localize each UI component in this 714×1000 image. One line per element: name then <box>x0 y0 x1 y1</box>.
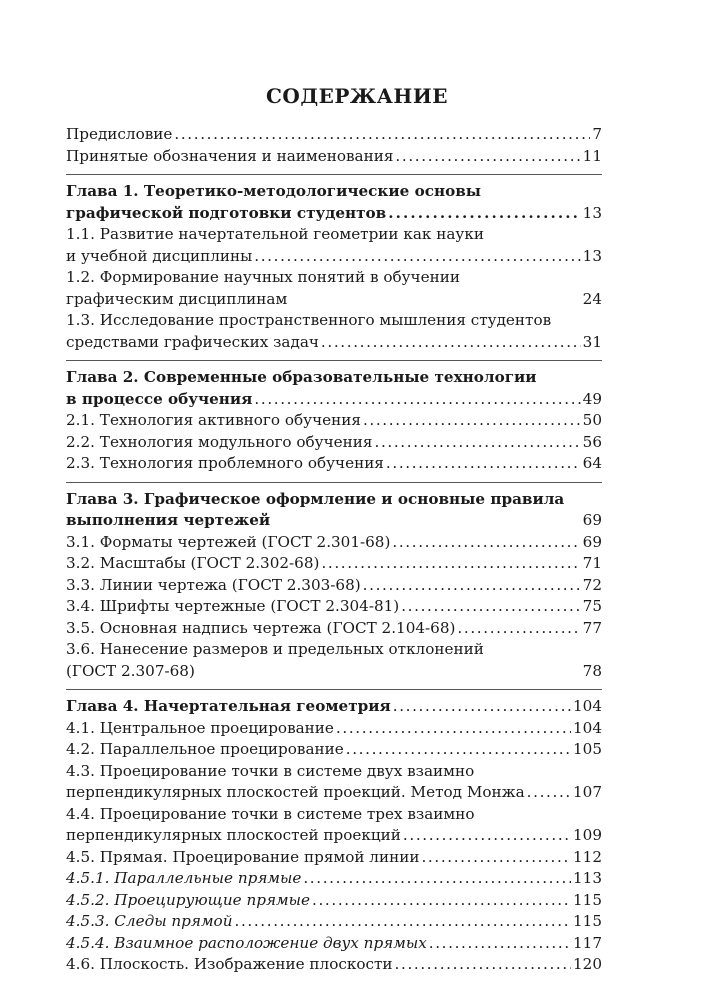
toc-entry-1-3[interactable] <box>66 310 602 332</box>
dot-leader <box>395 146 580 168</box>
dot-leader <box>321 553 580 575</box>
entry-title: 3.5. Основная надпись чертежа (ГОСТ 2.104-68) <box>66 618 456 637</box>
entry-title: перпендикулярных плоскостей проекций. Метод Монжа <box>66 783 525 801</box>
dot-leader <box>403 825 571 847</box>
divider <box>66 360 602 361</box>
chapter-4-heading[interactable] <box>66 696 602 718</box>
entry-title: (ГОСТ 2.307-68) <box>66 661 195 680</box>
toc-entry-2-3[interactable] <box>66 453 602 475</box>
dot-leader <box>388 203 580 225</box>
entry-page: 113 <box>573 869 602 887</box>
toc-entry-1-2[interactable] <box>66 267 602 289</box>
toc-entry-4-5-3[interactable] <box>66 911 602 933</box>
entry-title: 3.4. Шрифты чертежные (ГОСТ 2.304-81) <box>66 597 400 615</box>
toc-entry-4-5[interactable] <box>66 847 602 869</box>
dot-leader <box>321 332 581 354</box>
dot-leader <box>336 718 571 740</box>
chapter-title-line: Глава 1. Теоретико-методологические основы <box>66 182 481 200</box>
divider <box>66 174 602 175</box>
chapter-3-heading[interactable] <box>66 489 602 511</box>
entry-title: 2.1. Технология активного обучения <box>66 411 361 429</box>
entry-page: 72 <box>582 575 602 594</box>
toc-entry-4-6[interactable] <box>66 954 602 976</box>
entry-title: 4.4. Проецирование точки в системе трех взаимно <box>66 804 475 823</box>
chapter-title-line: Глава 4. Начертательная геометрия <box>66 697 391 715</box>
entry-title: 4.5.1. Параллельные прямые <box>66 869 302 887</box>
entry-page: 50 <box>582 411 602 429</box>
entry-title: 4.1. Центральное проецирование <box>66 718 334 737</box>
entry-page: 31 <box>582 332 602 351</box>
toc-entry-4-2[interactable] <box>66 739 602 761</box>
dot-leader <box>457 618 580 640</box>
entry-title: средствами графических задач <box>66 332 319 351</box>
chapter-2-heading-cont[interactable] <box>66 389 602 411</box>
toc-entry-4-3-cont[interactable] <box>66 782 602 804</box>
toc-entry-4-5-4[interactable] <box>66 933 602 955</box>
entry-page: 115 <box>573 912 602 930</box>
toc-entry-3-1[interactable] <box>66 532 602 554</box>
dot-leader <box>363 575 581 597</box>
entry-page: 7 <box>592 125 602 143</box>
toc-entry-3-2[interactable] <box>66 553 602 575</box>
dot-leader <box>254 246 580 268</box>
entry-title: 4.2. Параллельное проецирование <box>66 740 344 758</box>
entry-title: графическим дисциплинам <box>66 289 288 308</box>
toc-entry-1-2-cont[interactable] <box>66 289 602 311</box>
entry-page: 69 <box>582 511 602 529</box>
dot-leader <box>429 933 571 955</box>
dot-leader <box>392 532 580 554</box>
toc-entry-3-4[interactable] <box>66 596 602 618</box>
dot-leader <box>234 911 571 933</box>
entry-page: 13 <box>582 203 602 222</box>
entry-page: 104 <box>573 697 602 715</box>
chapter-3-heading-cont[interactable] <box>66 510 602 532</box>
divider <box>66 689 602 690</box>
table-of-contents <box>66 124 602 976</box>
entry-page: 13 <box>582 246 602 265</box>
entry-title: 2.2. Технология модульного обучения <box>66 432 373 451</box>
entry-title: 1.1. Развитие начертательной геометрии как науки <box>66 225 484 243</box>
chapter-title-line: Глава 3. Графическое оформление и основные правила <box>66 489 565 508</box>
toc-entry-4-5-1[interactable] <box>66 868 602 890</box>
toc-entry-3-6[interactable] <box>66 639 602 661</box>
entry-title: Предисловие <box>66 125 173 143</box>
entry-title: 3.6. Нанесение размеров и предельных отклонений <box>66 640 484 658</box>
entry-page: 112 <box>573 847 602 866</box>
chapter-2-heading[interactable] <box>66 367 602 389</box>
dot-leader <box>363 410 581 432</box>
dot-leader <box>174 124 590 146</box>
dot-leader <box>254 389 580 411</box>
dot-leader <box>393 696 571 718</box>
entry-page: 75 <box>582 597 602 615</box>
chapter-1-heading-cont[interactable] <box>66 203 602 225</box>
entry-title: 2.3. Технология проблемного обучения <box>66 454 384 472</box>
entry-page: 117 <box>573 933 602 952</box>
entry-title: 3.2. Масштабы (ГОСТ 2.302-68) <box>66 554 320 572</box>
entry-page: 11 <box>582 146 602 165</box>
toc-entry-notation[interactable] <box>66 146 602 168</box>
toc-entry-3-6-cont[interactable] <box>66 661 602 683</box>
toc-entry-4-1[interactable] <box>66 718 602 740</box>
entry-title: 4.5.3. Следы прямой <box>66 912 233 930</box>
entry-title: 4.5. Прямая. Проецирование прямой линии <box>66 847 420 866</box>
entry-title: Принятые обозначения и наименования <box>66 146 394 165</box>
toc-entry-4-4-cont[interactable] <box>66 825 602 847</box>
entry-page: 120 <box>573 955 602 973</box>
dot-leader <box>401 596 580 618</box>
dot-leader <box>312 890 571 912</box>
entry-page: 104 <box>573 718 602 737</box>
dot-leader <box>527 782 571 804</box>
toc-entry-preface[interactable] <box>66 124 602 146</box>
entry-page: 78 <box>582 661 602 680</box>
dot-leader <box>346 739 571 761</box>
toc-entry-3-3[interactable] <box>66 575 602 597</box>
entry-page: 69 <box>582 532 602 551</box>
toc-entry-1-1-cont[interactable] <box>66 246 602 268</box>
entry-page: 64 <box>582 454 602 472</box>
entry-page: 56 <box>582 432 602 451</box>
entry-page: 49 <box>582 389 602 408</box>
entry-title: 4.5.2. Проецирующие прямые <box>66 890 310 909</box>
toc-entry-2-1[interactable] <box>66 410 602 432</box>
entry-title: 3.1. Форматы чертежей (ГОСТ 2.301-68) <box>66 532 391 551</box>
entry-title: 3.3. Линии чертежа (ГОСТ 2.303-68) <box>66 575 361 594</box>
dot-leader <box>386 453 581 475</box>
chapter-title-line: выполнения чертежей <box>66 511 271 529</box>
toc-entry-3-5[interactable] <box>66 618 602 640</box>
chapter-1-heading[interactable] <box>66 181 602 203</box>
chapter-title-line: в процессе обучения <box>66 389 253 408</box>
entry-page: 105 <box>573 740 602 758</box>
dot-leader <box>303 868 571 890</box>
toc-entry-2-2[interactable] <box>66 432 602 454</box>
entry-title: перпендикулярных плоскостей проекций <box>66 826 401 844</box>
entry-page: 77 <box>582 618 602 637</box>
entry-page: 107 <box>573 783 602 801</box>
entry-page: 109 <box>573 826 602 844</box>
dot-leader <box>421 847 571 869</box>
entry-title: 1.2. Формирование научных понятий в обучении <box>66 268 460 286</box>
toc-entry-4-5-2[interactable] <box>66 890 602 912</box>
entry-page: 115 <box>573 890 602 909</box>
dot-leader <box>374 432 580 454</box>
entry-page: 71 <box>582 554 602 572</box>
toc-entry-1-3-cont[interactable] <box>66 332 602 354</box>
toc-entry-4-3[interactable] <box>66 761 602 783</box>
entry-title: 4.3. Проецирование точки в системе двух взаимно <box>66 761 475 780</box>
page-title: СОДЕРЖАНИЕ <box>266 84 448 108</box>
entry-title: и учебной дисциплины <box>66 246 253 265</box>
entry-title: 1.3. Исследование пространственного мышления студентов <box>66 311 552 329</box>
chapter-title-line: графической подготовки студентов <box>66 203 387 222</box>
chapter-title-line: Глава 2. Современные образовательные технологии <box>66 368 537 386</box>
entry-title: 4.5.4. Взаимное расположение двух прямых <box>66 933 427 952</box>
dot-leader <box>395 954 571 976</box>
toc-entry-1-1[interactable] <box>66 224 602 246</box>
divider <box>66 482 602 483</box>
toc-entry-4-4[interactable] <box>66 804 602 826</box>
entry-page: 24 <box>582 289 602 308</box>
entry-title: 4.6. Плоскость. Изображение плоскости <box>66 955 393 973</box>
